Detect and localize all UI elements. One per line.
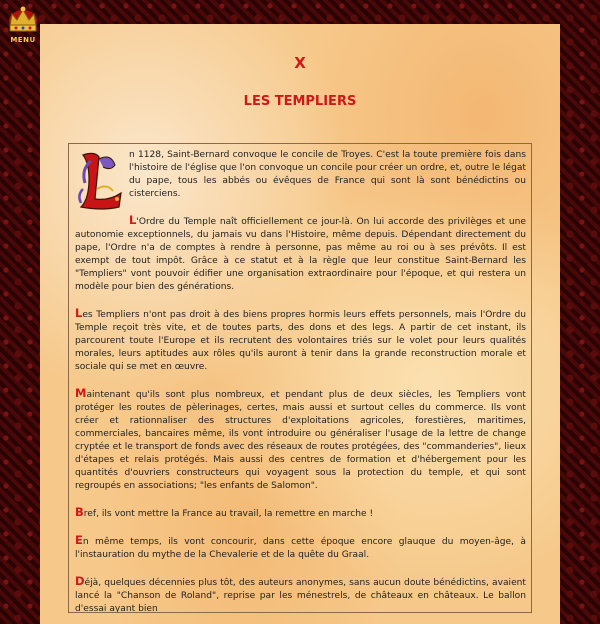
page-title: LES TEMPLIERS bbox=[243, 94, 357, 109]
paragraph-2 bbox=[75, 214, 526, 294]
paragraph-1-text: n 1128, Saint-Bernard convoque le concile de Troyes. C'est la toute première fois dans l'histoire de l'église que l'on convoque un concile pour créer un ordre, et, outre le légat du pape, tous les abbés ou évêques de France qui sont là sont bénédictins ou cisterciens. bbox=[129, 150, 526, 199]
paragraph-3-text: es Templiers n'ont pas droit à des biens propres hormis leurs effets personnels, mais l'Ordre du Temple reçoit très vite, et de toutes parts, des dons et des legs. A partir de cet instant, ils parcourent toute l'Europe et ils recrutent des volontaires triés sur le volet pour leurs qualités morales, leurs aptitudes aux rôles qu'ils auront à tenir dans la grande reconstruction morale et sociale qui se met en œuvre. bbox=[75, 310, 526, 372]
paragraph-6-initial: E bbox=[75, 533, 83, 547]
paragraph-1 bbox=[75, 149, 526, 201]
paragraph-2-text: 'Ordre du Temple naît officiellement ce jour-là. On lui accorde des privilèges et une autonomie exceptionnels, du jamais vu dans l'Histoire, même depuis. Dépendant directement du pape, l'Ordre n'a de comptes à rendre à personne, pas même au roi ou à ses prévôts. Il est exempt de tout impôt. Grâce à ce statut et à la règle que leur constitue Saint-Bernard les "Templiers" vont pouvoir édifier une organisation extraordinaire pour l'époque, et qui restera un modèle pour bien des générations. bbox=[75, 217, 526, 292]
crown-icon bbox=[6, 4, 40, 38]
paragraph-3-initial: L bbox=[75, 306, 83, 320]
illuminated-letter-L-icon bbox=[75, 149, 125, 213]
menu-button[interactable] bbox=[4, 4, 42, 46]
paragraph-7 bbox=[75, 575, 526, 613]
paragraph-4-initial: M bbox=[75, 386, 87, 400]
paragraph-6 bbox=[75, 534, 526, 562]
paragraph-4-text: aintenant qu'ils sont plus nombreux, et pendant plus de deux siècles, les Templiers vont protéger les routes de pèlerinages, certes, mais aussi et surtout celles du commerce. Ils vont créer et rationnaliser des structures d'exploitations agricoles, forestières, maritimes, commerciales, bancaires même, ils vont introduire ou généraliser l'usage de la lettre de change cryptée et le transport de fonds avec des réseaux de routes protégées, des "commanderies", lieux d'étapes et relais protégés. Mais aussi des centres de formation et d'hébergement pour les quantités d'ouvriers constructeurs qui voyagent sous la protection du temple, et qui sont regroupés en associations; "les enfants de Salomon". bbox=[75, 390, 526, 491]
text-box bbox=[68, 143, 532, 613]
paragraph-5-text: ref, ils vont mettre la France au travail, la remettre en marche ! bbox=[83, 509, 374, 519]
paragraph-5 bbox=[75, 506, 526, 521]
paragraph-2-initial: L bbox=[129, 213, 137, 227]
paragraph-5-initial: B bbox=[75, 505, 84, 519]
paragraph-7-initial: D bbox=[75, 574, 85, 588]
menu-label: MENU bbox=[10, 36, 36, 44]
paragraph-7-text: éjà, quelques décennies plus tôt, des auteurs anonymes, sans aucun doute bénédictins, avaient lancé la "Chanson de Roland", reprise par les ménestrels, de châteaux en châteaux. Le ballon d'essai ayant bien bbox=[75, 578, 526, 613]
parchment-page bbox=[40, 24, 560, 624]
paragraph-4 bbox=[75, 387, 526, 493]
chapter-number: X bbox=[294, 54, 306, 72]
paragraph-3 bbox=[75, 307, 526, 374]
paragraph-6-text: n même temps, ils vont concourir, dans cette époque encore glauque du moyen-âge, à l'instauration du mythe de la Chevalerie et de la quête du Graal. bbox=[75, 537, 526, 560]
